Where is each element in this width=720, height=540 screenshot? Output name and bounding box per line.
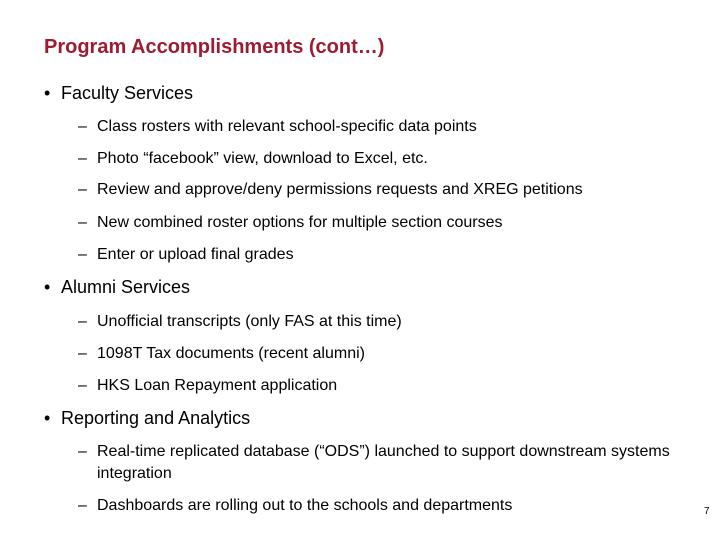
list-item [78,441,678,485]
section-heading-reporting-and-analytics [44,408,250,429]
list-item [78,343,688,365]
section-heading-faculty-services [44,83,193,104]
dash-icon: – [78,214,87,231]
bullet-icon: • [44,408,51,428]
list-item [78,148,688,170]
dash-icon: – [78,345,87,362]
list-item-text: New combined roster options for multiple section courses [97,214,503,231]
list-item-text: Enter or upload final grades [97,246,294,263]
list-item [78,311,688,333]
list-item-text: Class rosters with relevant school-specific data points [97,118,477,135]
section-heading-text: Alumni Services [61,277,191,297]
list-item [78,244,688,266]
section-heading-text: Reporting and Analytics [61,408,251,428]
dash-icon: – [78,497,87,514]
slide-title: Program Accomplishments (cont…) [44,36,385,58]
dash-icon: – [78,181,87,198]
dash-icon: – [78,118,87,135]
list-item [78,179,688,201]
list-item-text: Photo “facebook” view, download to Excel, etc. [97,150,428,167]
dash-icon: – [78,246,87,263]
dash-icon: – [78,377,87,394]
dash-icon: – [78,443,87,460]
bullet-icon: • [44,83,51,103]
list-item-text: 1098T Tax documents (recent alumni) [97,345,365,362]
section-heading-text: Faculty Services [61,83,194,103]
list-item [78,495,688,517]
list-item-text: Real-time replicated database (“ODS”) launched to support downstream systems integration [97,443,670,482]
list-item [78,375,688,397]
list-item-text: Dashboards are rolling out to the schools and departments [97,497,513,514]
list-item-text: Review and approve/deny permissions requests and XREG petitions [97,181,583,198]
section-heading-alumni-services [44,277,190,298]
list-item-text: Unofficial transcripts (only FAS at this time) [97,313,402,330]
list-item [78,116,688,138]
dash-icon: – [78,150,87,167]
list-item [78,212,688,234]
page-number: 7 [704,506,710,517]
bullet-icon: • [44,277,51,297]
dash-icon: – [78,313,87,330]
list-item-text: HKS Loan Repayment application [97,377,338,394]
